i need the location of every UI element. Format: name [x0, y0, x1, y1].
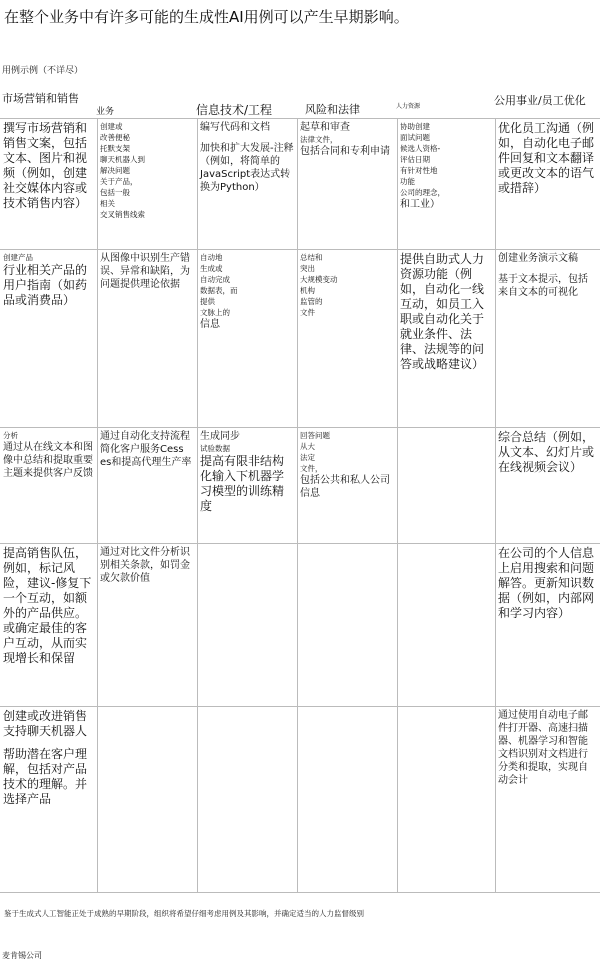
- cell-line: 文件，: [300, 464, 323, 473]
- cell-line: 突出: [300, 264, 315, 273]
- cell-line: 自动地: [200, 253, 223, 262]
- table-cell: [297, 706, 397, 892]
- cell-line: 文脉上的: [200, 308, 230, 317]
- cell-line: 数据表，而: [200, 286, 238, 295]
- table-cell: [197, 543, 297, 706]
- table-cell: [495, 706, 600, 892]
- cell-line: 创建或: [100, 122, 123, 131]
- cell-heading: 编写代码和文档: [200, 122, 270, 133]
- cell-text: 提高销售队伍，例如，标记风险，建议-修复下一个互动，如额外的产品供应。或确定最佳的客户互动，从而实现增长和保留: [3, 546, 92, 665]
- cell-text: 行业相关产品的用户指南（如药品或消费品）: [3, 263, 88, 307]
- table-cell: [197, 249, 297, 427]
- cell-line: 文件: [300, 308, 315, 317]
- table-cell: [297, 118, 397, 249]
- page-title: 在整个业务中有许多可能的生成性AI用例可以产生早期影响。: [4, 8, 409, 26]
- table-cell: [495, 249, 600, 427]
- cell-line: 交叉销售线索: [100, 210, 145, 219]
- table-cell: [495, 543, 600, 706]
- cell-line: 试验数据: [200, 444, 230, 453]
- cell-line: 生成或: [200, 264, 223, 273]
- page-subtitle: 用例示例（不详尽）: [2, 66, 84, 76]
- table-cell: [97, 249, 197, 427]
- cell-line: 包括一般: [100, 188, 130, 197]
- cell-line: 解决问题: [100, 166, 130, 175]
- cell-line: 提供: [200, 297, 215, 306]
- cell-line: 托默支架: [100, 144, 130, 153]
- cell-line: 聊天机器人到: [100, 155, 145, 164]
- cell-text: 基于文本提示，包括来自文本的可视化: [498, 274, 588, 298]
- cell-text: 帮助潜在客户理解，包括对产品技术的理解。并选择产品: [3, 747, 88, 806]
- table-cell: [197, 706, 297, 892]
- cell-text: 优化员工沟通（例如，自动化电子邮件回复和文本翻译或更改文本的语气或措辞）: [498, 121, 595, 195]
- table-cell: [397, 118, 495, 249]
- cell-line: 改善便秘: [100, 133, 130, 142]
- cell-line: 起草和审查: [300, 122, 350, 133]
- table-cell: [495, 427, 600, 543]
- table-cell: [297, 249, 397, 427]
- table-cell: [397, 249, 495, 427]
- table-cell: [297, 427, 397, 543]
- cell-heading: 分析: [3, 431, 18, 440]
- cell-line: 信息: [200, 319, 220, 330]
- table-cell: [97, 543, 197, 706]
- cell-text: 加快和扩大发展-注释（例如，将简单的JavaScript表达式转换为Python）: [200, 143, 294, 193]
- cell-line: 候选人资格-: [400, 144, 441, 153]
- cell-line: 自动完成: [200, 275, 230, 284]
- cell-line: 相关: [100, 199, 115, 208]
- cell-text: 通过对比文件分析识别相关条款，如罚金或欠款价值: [100, 547, 190, 584]
- column-header-hr: 人力资源: [396, 103, 421, 110]
- table-cell: [97, 427, 197, 543]
- column-header-business: 业务: [96, 107, 115, 117]
- cell-line: 评估日期: [400, 155, 430, 164]
- cell-line: 生成同步: [200, 431, 240, 442]
- cell-text: 提供自助式人力资源功能（例如，自动化一线互动，如员工入职或自动化关于就业条件、法律、法规等的问答或战略建议）: [400, 252, 485, 371]
- cell-text: 从图像中识别生产错误、异常和缺陷，为问题提供理论依据: [100, 253, 190, 290]
- cell-line: 有针对性地: [400, 166, 438, 175]
- cell-line: 大规模变动: [300, 275, 338, 284]
- cell-line: 总结和: [300, 253, 323, 262]
- cell-line: 和工业）: [400, 199, 440, 210]
- cell-text: 在公司的个人信息上启用搜索和问题解答。更新知识数据（例如，内部网和学习内容）: [498, 546, 595, 620]
- column-header-it: 信息技术/工程: [196, 103, 273, 117]
- table-cell: [397, 427, 495, 543]
- column-header-utility: 公用事业/员工优化: [494, 94, 586, 107]
- cell-line: 机构: [300, 286, 315, 295]
- cell-text: 包括公共和私人公司信息: [300, 475, 390, 499]
- cell-text: 提高有限非结构化输入下机器学习模型的训练精度: [200, 454, 285, 513]
- table-cell: [0, 249, 97, 427]
- cell-line: 监管的: [300, 297, 323, 306]
- brand-name: 麦肯锡公司: [2, 951, 42, 960]
- table-cell: [397, 543, 495, 706]
- table-cell: [495, 118, 600, 249]
- table-cell: [0, 543, 97, 706]
- cell-line: 回答问题: [300, 431, 330, 440]
- table-cell: [397, 706, 495, 892]
- table-cell: [97, 706, 197, 892]
- row-divider: [0, 892, 600, 893]
- cell-text: 通过使用自动电子邮件打开器、高速扫描器、机器学习和智能文档识别对文档进行分类和提取，实现自动会计: [498, 710, 588, 786]
- cell-heading: 创建或改进销售支持聊天机器人: [3, 709, 88, 738]
- table-cell: [0, 427, 97, 543]
- cell-text: 通过从在线文本和图像中总结和提取重要主题来提供客户反馈: [3, 442, 93, 479]
- cell-text: 通过自动化支持流程简化客户服务Cess es和提高代理生产率: [100, 431, 192, 468]
- table-cell: [197, 427, 297, 543]
- column-header-marketing: 市场营销和销售: [2, 92, 79, 105]
- table-cell: [197, 118, 297, 249]
- cell-line: 关于产品，: [100, 177, 138, 186]
- cell-line: 包括合同和专利申请: [300, 146, 390, 157]
- use-case-table: [0, 118, 600, 892]
- cell-line: 协助创建: [400, 122, 430, 131]
- table-cell: [0, 118, 97, 249]
- table-cell: [0, 706, 97, 892]
- cell-line: 法定: [300, 453, 315, 462]
- table-cell: [297, 543, 397, 706]
- cell-line: 法律文件，: [300, 135, 338, 144]
- cell-line: 面试问题: [400, 133, 430, 142]
- cell-line: 从大: [300, 442, 315, 451]
- cell-line: 功能: [400, 177, 415, 186]
- cell-heading: 创建产品: [3, 253, 33, 262]
- cell-line: 公司的理念，: [400, 188, 445, 197]
- cell-text: 综合总结（例如，从文本、幻灯片或在线视频会议）: [498, 430, 595, 474]
- footnote: 鉴于生成式人工智能正处于成熟的早期阶段，组织将希望仔细考虑用例及其影响，并确定适当的人力监督级别: [4, 909, 364, 918]
- cell-text: 撰写市场营销和销售文案，包括文本、图片和视频（例如，创建社交媒体内容或技术销售内容）: [3, 121, 88, 210]
- cell-heading: 创建业务演示文稿: [498, 253, 578, 264]
- table-cell: [97, 118, 197, 249]
- column-header-risk: 风险和法律: [305, 103, 360, 116]
